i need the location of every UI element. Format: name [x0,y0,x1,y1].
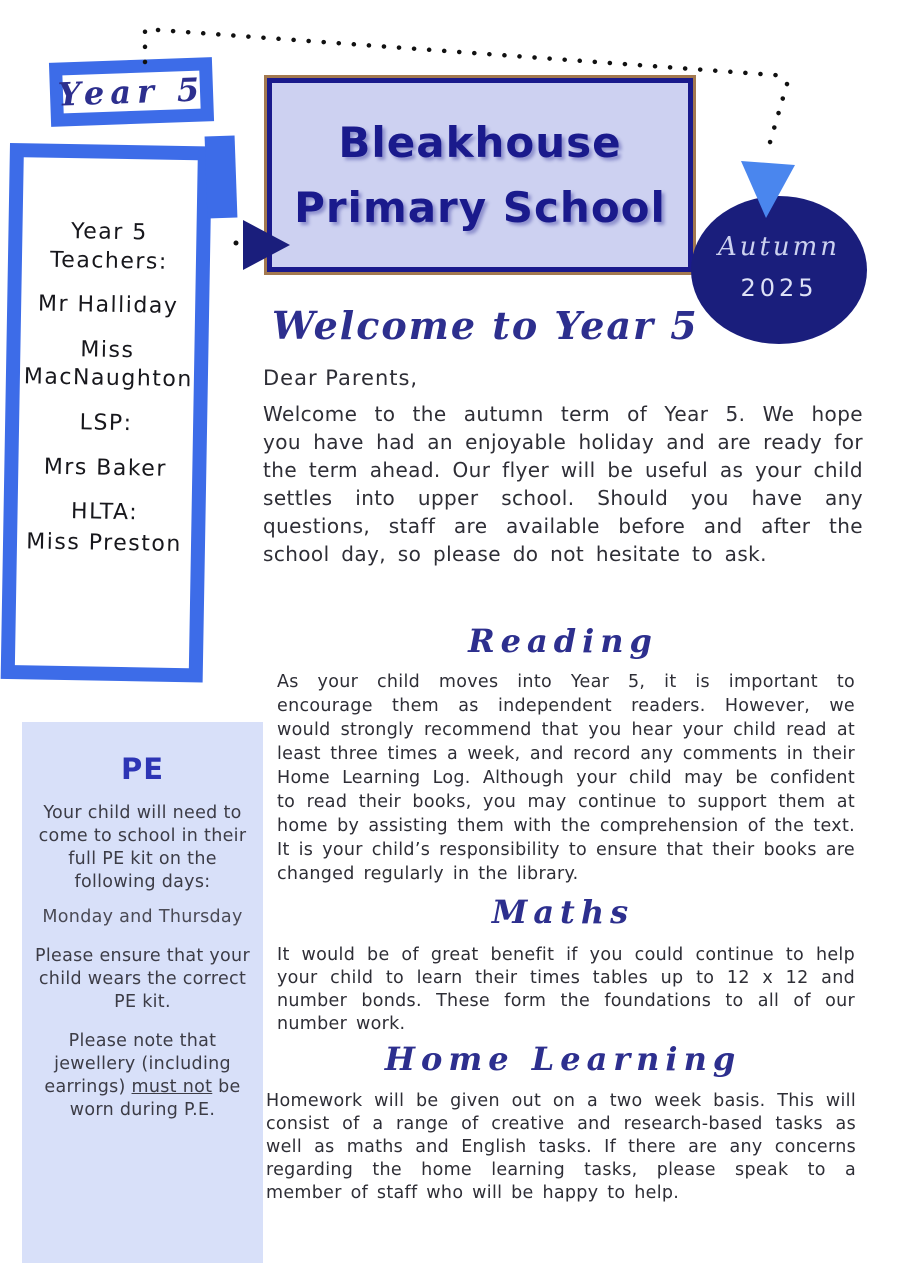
home-learning-heading: Home Learning [384,1040,742,1078]
pe-note-emphasis: must not [131,1077,213,1097]
lsp-name: Mrs Baker [43,454,168,482]
hlta-name: Miss Preston [26,529,182,557]
hlta-label: HLTA: [70,499,139,526]
lsp-label: LSP: [79,410,133,437]
pe-jewellery-note [34,1030,251,1122]
pe-note-post: be worn during P.E. [69,1077,241,1120]
pe-note-pre: Please note that jewellery (including earrings) [44,1031,231,1097]
term-season: Autumn [717,232,841,262]
masthead-banner [267,78,693,272]
connector-dot [234,241,239,246]
teacher-name: Mr Halliday [37,291,179,320]
term-year: 2025 [740,274,818,302]
maths-paragraph: It would be of great benefit if you could continue to help your child to learn their times tables up to 12 x 12 and number bonds. These form the foundations to all of our number work. [277,945,855,1034]
dotted-connector-line [766,84,787,156]
pe-panel [22,722,263,1263]
maths-heading: Maths [491,893,635,931]
dotted-connector-line [158,30,788,76]
pe-intro: Your child will need to come to school in their full PE kit on the following days: [38,803,247,892]
year-badge-label: Year 5 [57,70,206,114]
term-badge [691,196,867,344]
pe-heading: PE [120,752,165,786]
school-name-line1: Bleakhouse [338,118,622,167]
year-badge-tail [205,136,238,219]
reading-paragraph: As your child moves into Year 5, it is important to encourage them as independent readers. However, we would strongly recommend that you hear your child read at least three times a week, and record any comments in their Home Learning Log. Although your child may be confident to read their books, you may continue to support them at home by assisting them with the comprehension of the text. It is your child’s responsibility to ensure that their books are changed regularly in the library. [277,672,855,884]
pe-days: Monday and Thursday [42,907,243,927]
school-name-line2: Primary School [294,183,666,232]
year-badge [49,57,214,127]
teachers-heading: Year 5 Teachers: [49,219,169,275]
salutation: Dear Parents, [263,366,419,390]
teacher-name: Miss MacNaughton [23,337,193,393]
welcome-paragraph: Welcome to the autumn term of Year 5. We hope you have had an enjoyable holiday and are ready for the term ahead. Our flyer will be useful as your child settles into upper school. Should you have any questions, staff are available before and after the school day, so please do not hesitate to ask. [263,402,863,566]
home-learning-paragraph: Homework will be given out on a two week basis. This will consist of a range of creative and research-based tasks as well as maths and English tasks. If there are any concerns regarding the home learning tasks, please speak to a member of staff who will be happy to help. [266,1091,856,1203]
welcome-heading: Welcome to Year 5 [272,303,699,348]
reading-heading: Reading [468,622,658,660]
pe-kit-note: Please ensure that your child wears the correct PE kit. [35,946,250,1012]
teachers-box [1,143,212,682]
